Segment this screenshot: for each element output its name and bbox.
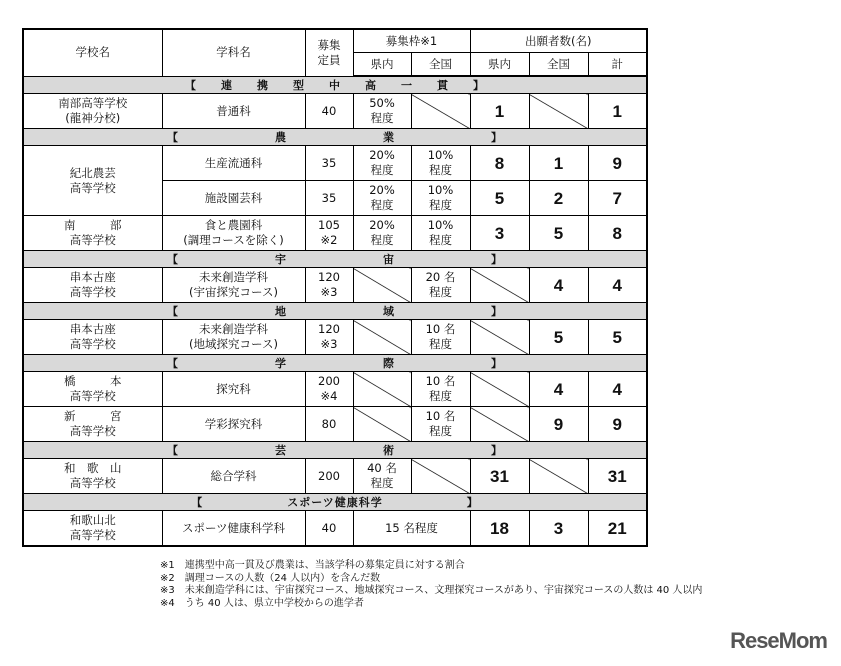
footnotes (160, 560, 702, 610)
school-name: 橋 本 高等学校 (23, 372, 162, 407)
quota-nat: 10 名 程度 (411, 407, 470, 442)
quota-nat: 10 名 程度 (411, 320, 470, 355)
table-row (23, 511, 647, 547)
applicants-total: 21 (588, 511, 647, 547)
applicants-total: 9 (588, 407, 647, 442)
section-header: 【 農 業 】 (23, 129, 647, 146)
header-app-nat: 全国 (529, 53, 588, 77)
header-school: 学校名 (23, 29, 162, 76)
quota-pref: 20% 程度 (353, 146, 411, 181)
section-header: 【 連 携 型 中 高 一 貫 】 (23, 76, 647, 94)
applicants-nat: 3 (529, 511, 588, 547)
footnote: ※1 連携型中高一貫及び農業は、当該学科の募集定員に対する割合 (160, 560, 465, 571)
quota-pref-diagonal (353, 372, 411, 407)
section-header: 【 学 際 】 (23, 355, 647, 372)
footnote: ※3 未来創造学科には、宇宙探究コース、地域探究コース、文理探究コースがあり、宇宙探究コースの人数は 40 人以内 (160, 585, 703, 596)
applicants-pref: 18 (470, 511, 529, 547)
table-row (23, 268, 647, 303)
table-row (23, 459, 647, 494)
applicants-nat: 9 (529, 407, 588, 442)
applicant-table (22, 28, 648, 547)
capacity: 200 ※4 (305, 372, 353, 407)
table-row (23, 320, 647, 355)
applicants-pref-diagonal (470, 372, 529, 407)
applicants-pref: 8 (470, 146, 529, 181)
capacity: 105 ※2 (305, 216, 353, 251)
quota-nat: 10% 程度 (411, 216, 470, 251)
applicants-nat: 4 (529, 372, 588, 407)
header-quota: 募集枠※1 (353, 29, 470, 53)
resemom-logo: ReseMom (730, 628, 827, 653)
school-name: 新 宮 高等学校 (23, 407, 162, 442)
header-applicants: 出願者数(名) (470, 29, 647, 53)
applicants-pref-diagonal (470, 407, 529, 442)
quota-pref-diagonal (353, 268, 411, 303)
school-name: 串本古座 高等学校 (23, 268, 162, 303)
applicants-nat-diagonal (529, 94, 588, 129)
table-row (23, 372, 647, 407)
quota-nat-diagonal (411, 94, 470, 129)
quota-nat: 10% 程度 (411, 146, 470, 181)
footnote: ※4 うち 40 人は、県立中学校からの進学者 (160, 597, 364, 609)
table-row (23, 216, 647, 251)
section-header: 【 スポーツ健康科学 】 (23, 494, 647, 511)
capacity: 35 (305, 146, 353, 181)
quota-nat-diagonal (411, 459, 470, 494)
header-total: 計 (588, 53, 647, 77)
capacity: 80 (305, 407, 353, 442)
applicants-nat-diagonal (529, 459, 588, 494)
quota-pref: 20% 程度 (353, 216, 411, 251)
school-name: 和歌山北 高等学校 (23, 511, 162, 547)
header-quota-nat: 全国 (411, 53, 470, 77)
header-capacity: 募集 定員 (305, 29, 353, 76)
capacity: 120 ※3 (305, 268, 353, 303)
table-row (23, 407, 647, 442)
applicants-pref: 1 (470, 94, 529, 129)
dept-name: 探究科 (162, 372, 305, 407)
applicants-pref-diagonal (470, 320, 529, 355)
quota-nat: 10% 程度 (411, 181, 470, 216)
applicants-pref: 5 (470, 181, 529, 216)
applicants-total: 1 (588, 94, 647, 129)
section-header: 【 芸 術 】 (23, 442, 647, 459)
applicants-total: 5 (588, 320, 647, 355)
quota-nat: 20 名 程度 (411, 268, 470, 303)
applicants-nat: 5 (529, 320, 588, 355)
school-name: 南 部 高等学校 (23, 216, 162, 251)
applicants-total: 4 (588, 372, 647, 407)
applicants-nat: 2 (529, 181, 588, 216)
header-quota-pref: 県内 (353, 53, 411, 77)
school-name: 串本古座 高等学校 (23, 320, 162, 355)
table-row (23, 146, 647, 181)
quota: 15 名程度 (353, 511, 470, 547)
dept-name: 未来創造学科 (宇宙探究コース) (162, 268, 305, 303)
quota-pref-diagonal (353, 320, 411, 355)
applicants-pref-diagonal (470, 268, 529, 303)
applicants-nat: 5 (529, 216, 588, 251)
dept-name: 総合学科 (162, 459, 305, 494)
capacity: 120 ※3 (305, 320, 353, 355)
dept-name: スポーツ健康科学科 (162, 511, 305, 547)
header-app-pref: 県内 (470, 53, 529, 77)
school-name: 和 歌 山 高等学校 (23, 459, 162, 494)
applicants-total: 8 (588, 216, 647, 251)
capacity: 40 (305, 511, 353, 547)
dept-name: 施設園芸科 (162, 181, 305, 216)
applicants-pref: 31 (470, 459, 529, 494)
quota-pref: 40 名 程度 (353, 459, 411, 494)
applicants-total: 9 (588, 146, 647, 181)
capacity: 40 (305, 94, 353, 129)
applicants-nat: 1 (529, 146, 588, 181)
section-header: 【 地 域 】 (23, 303, 647, 320)
dept-name: 普通科 (162, 94, 305, 129)
applicants-total: 31 (588, 459, 647, 494)
applicants-nat: 4 (529, 268, 588, 303)
header-dept: 学科名 (162, 29, 305, 76)
school-name: 紀北農芸 高等学校 (23, 146, 162, 216)
school-name: 南部高等学校 (龍神分校) (23, 94, 162, 129)
applicants-pref: 3 (470, 216, 529, 251)
dept-name: 学彩探究科 (162, 407, 305, 442)
quota-pref: 50% 程度 (353, 94, 411, 129)
applicants-total: 7 (588, 181, 647, 216)
capacity: 200 (305, 459, 353, 494)
quota-pref: 20% 程度 (353, 181, 411, 216)
dept-name: 食と農園科 (調理コースを除く) (162, 216, 305, 251)
footnote: ※2 調理コースの人数（24 人以内）を含んだ数 (160, 572, 381, 584)
quota-pref-diagonal (353, 407, 411, 442)
dept-name: 生産流通科 (162, 146, 305, 181)
section-header: 【 宇 宙 】 (23, 251, 647, 268)
applicants-total: 4 (588, 268, 647, 303)
capacity: 35 (305, 181, 353, 216)
table-row (23, 94, 647, 129)
dept-name: 未来創造学科 (地域探究コース) (162, 320, 305, 355)
quota-nat: 10 名 程度 (411, 372, 470, 407)
